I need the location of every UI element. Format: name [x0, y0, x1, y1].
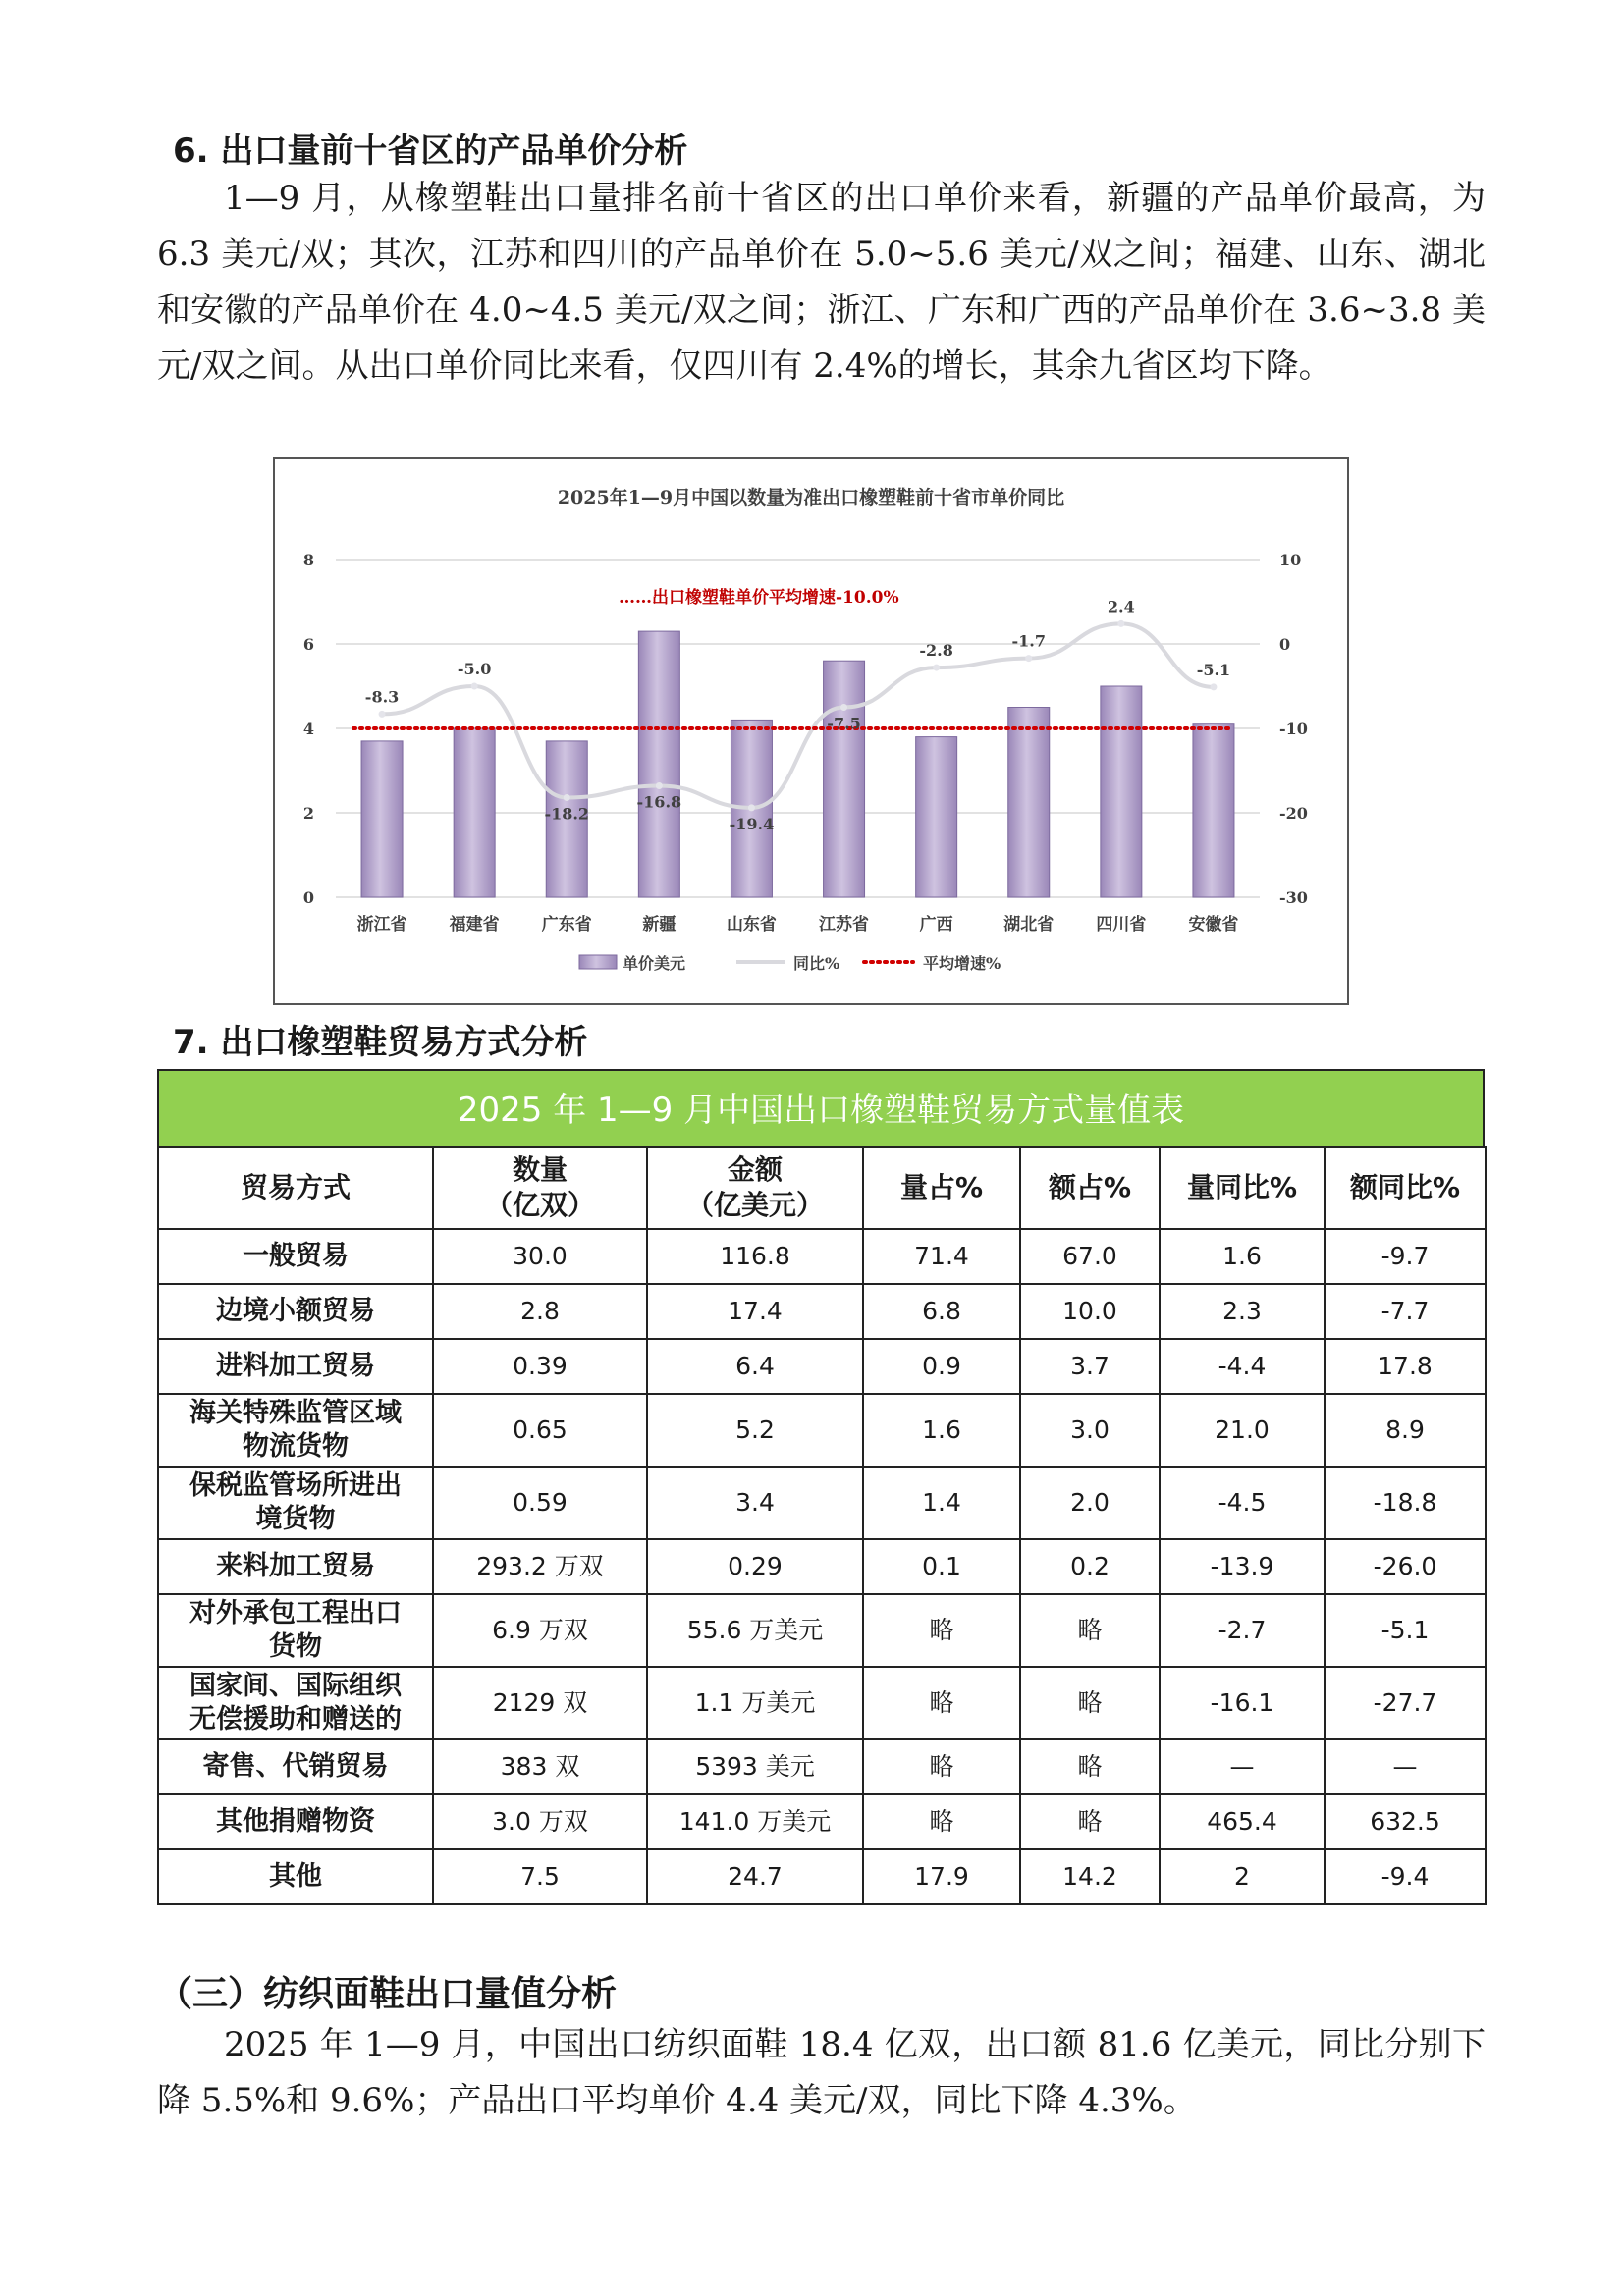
table-cell: 1.1 万美元 — [647, 1667, 863, 1739]
table-cell: 5393 美元 — [647, 1739, 863, 1794]
table-cell: 0.39 — [433, 1339, 647, 1394]
table-cell: 2 — [1160, 1849, 1325, 1904]
table-row — [158, 1539, 1486, 1594]
table-cell: 1.4 — [863, 1467, 1020, 1539]
table-cell: 3.4 — [647, 1467, 863, 1539]
table-cell: 3.0 — [1020, 1394, 1160, 1467]
table-cell: 略 — [1020, 1794, 1160, 1849]
trade-method-cell: 国家间、国际组织 无偿援助和赠送的 — [158, 1667, 433, 1739]
table-title: 2025 年 1—9 月中国出口橡塑鞋贸易方式量值表 — [157, 1069, 1485, 1148]
table-cell: 略 — [863, 1667, 1020, 1739]
bar-series — [361, 631, 1234, 897]
yoy-point — [1025, 655, 1032, 662]
right-axis-tick-label: -30 — [1279, 888, 1308, 907]
table-cell: 1.6 — [1160, 1229, 1325, 1284]
category-label: 山东省 — [726, 915, 777, 934]
right-axis-tick-label: 10 — [1279, 551, 1302, 569]
chart-canvas — [275, 459, 1347, 1003]
right-axis-tick-label: -10 — [1279, 720, 1308, 738]
table-cell: 116.8 — [647, 1229, 863, 1284]
table-row — [158, 1794, 1486, 1849]
table-cell: 465.4 — [1160, 1794, 1325, 1849]
left-axis-tick-label: 2 — [302, 804, 314, 823]
table-cell: — — [1160, 1739, 1325, 1794]
yoy-data-label: -5.0 — [457, 660, 492, 678]
category-label: 新疆 — [642, 915, 677, 934]
table-row — [158, 1284, 1486, 1339]
category-label: 浙江省 — [356, 915, 407, 934]
table-cell: 6.4 — [647, 1339, 863, 1394]
bar — [638, 631, 679, 897]
yoy-point — [471, 683, 478, 690]
legend-swatch-bar — [579, 955, 617, 969]
table-header-cell: 额占% — [1020, 1147, 1160, 1229]
table-cell: 2.3 — [1160, 1284, 1325, 1339]
category-label: 江苏省 — [819, 915, 870, 934]
bar — [1008, 708, 1050, 898]
table-cell: -26.0 — [1325, 1539, 1486, 1594]
yoy-data-label: -16.8 — [636, 792, 682, 812]
yoy-data-label: -2.8 — [919, 641, 953, 661]
yoy-line — [382, 623, 1214, 807]
table-cell: 2.8 — [433, 1284, 647, 1339]
table-cell: 0.29 — [647, 1539, 863, 1594]
bar — [1193, 724, 1234, 897]
table-header-cell: 金额 （亿美元） — [647, 1147, 863, 1229]
trade-method-cell: 海关特殊监管区域 物流货物 — [158, 1394, 433, 1467]
section-heading: 7. 出口橡塑鞋贸易方式分析 — [173, 1023, 588, 1062]
category-label: 福建省 — [449, 915, 500, 934]
table-row — [158, 1849, 1486, 1904]
paragraph: 2025 年 1—9 月，中国出口纺织面鞋 18.4 亿双，出口额 81.6 亿美元，同比分别下降 5.5%和 9.6%；产品出口平均单价 4.4 美元/双，同比下降 4.3%。 — [157, 2025, 1486, 2120]
yoy-point — [1210, 683, 1217, 690]
table-cell: 7.5 — [433, 1849, 647, 1904]
table-cell: 30.0 — [433, 1229, 647, 1284]
table-cell: 略 — [1020, 1594, 1160, 1667]
table-cell: 略 — [863, 1739, 1020, 1794]
table-cell: 383 双 — [433, 1739, 647, 1794]
table-cell: 6.9 万双 — [433, 1594, 647, 1667]
table-cell: 0.1 — [863, 1539, 1020, 1594]
trade-method-cell: 对外承包工程出口 货物 — [158, 1594, 433, 1667]
yoy-data-label: -7.5 — [827, 714, 861, 733]
category-label: 安徽省 — [1188, 915, 1239, 934]
table-row — [158, 1739, 1486, 1794]
category-label: 广西 — [919, 915, 953, 934]
category-label: 湖北省 — [1003, 915, 1055, 934]
table-cell: 0.9 — [863, 1339, 1020, 1394]
table-cell: 5.2 — [647, 1394, 863, 1467]
table-cell: 0.59 — [433, 1467, 647, 1539]
yoy-point — [933, 665, 940, 671]
bar — [361, 741, 403, 897]
table-cell: 1.6 — [863, 1394, 1020, 1467]
yoy-data-label: -18.2 — [544, 804, 590, 824]
table-row — [158, 1467, 1486, 1539]
table-cell: 14.2 — [1020, 1849, 1160, 1904]
bar — [454, 728, 495, 897]
yoy-point — [748, 804, 755, 811]
table-row — [158, 1394, 1486, 1467]
left-axis-tick-label: 0 — [302, 888, 314, 907]
table-cell: -5.1 — [1325, 1594, 1486, 1667]
table-cell: 0.2 — [1020, 1539, 1160, 1594]
table-cell: 10.0 — [1020, 1284, 1160, 1339]
table-cell: 2.0 — [1020, 1467, 1160, 1539]
table-header-cell: 量同比% — [1160, 1147, 1325, 1229]
table-cell: 2129 双 — [433, 1667, 647, 1739]
table-cell: 3.7 — [1020, 1339, 1160, 1394]
paragraph: 1—9 月，从橡塑鞋出口量排名前十省区的出口单价来看，新疆的产品单价最高，为 6.3 美元/双；其次，江苏和四川的产品单价在 5.0~5.6 美元/双之间；福建、山东、湖北和安徽的产品单价在 4.0~4.5 美元/双之间；浙江、广东和广西的产品单价在 3.6~3.8 美元/双之间。从出口单价同比来看，仅四川有 2.4%的增长，其余九省区均下降。 — [157, 179, 1486, 386]
bar — [916, 737, 957, 897]
left-axis-tick-label: 4 — [302, 720, 314, 738]
trade-method-cell: 进料加工贸易 — [158, 1339, 433, 1394]
chart-legend — [579, 954, 1001, 973]
left-axis-tick-label: 6 — [302, 635, 314, 654]
table-cell: 17.8 — [1325, 1339, 1486, 1394]
table-cell: 略 — [1020, 1667, 1160, 1739]
yoy-data-label: -5.1 — [1196, 660, 1231, 679]
legend-label: 同比% — [793, 954, 840, 973]
table-cell: 293.2 万双 — [433, 1539, 647, 1594]
trade-method-cell: 一般贸易 — [158, 1229, 433, 1284]
bar — [1101, 686, 1142, 897]
yoy-point — [379, 711, 386, 718]
yoy-point — [840, 704, 847, 711]
category-label: 四川省 — [1096, 915, 1147, 934]
table-cell: -13.9 — [1160, 1539, 1325, 1594]
bar — [824, 661, 865, 897]
table-cell: 21.0 — [1160, 1394, 1325, 1467]
table-cell: 17.9 — [863, 1849, 1020, 1904]
table-cell: 17.4 — [647, 1284, 863, 1339]
trade-table — [157, 1146, 1487, 1905]
category-label: 广东省 — [541, 915, 592, 934]
table-row — [158, 1339, 1486, 1394]
table-row — [158, 1594, 1486, 1667]
yoy-data-label: -1.7 — [1011, 631, 1046, 651]
table-cell: -9.4 — [1325, 1849, 1486, 1904]
table-header-row — [158, 1147, 1486, 1229]
table-header-cell: 额同比% — [1325, 1147, 1486, 1229]
combo-chart — [273, 457, 1349, 1005]
table-cell: 8.9 — [1325, 1394, 1486, 1467]
table-cell: — — [1325, 1739, 1486, 1794]
trade-method-cell: 保税监管场所进出 境货物 — [158, 1467, 433, 1539]
table-cell: 略 — [863, 1594, 1020, 1667]
right-axis-tick-label: -20 — [1279, 804, 1308, 823]
table-cell: 略 — [1020, 1739, 1160, 1794]
table-header-cell: 数量 （亿双） — [433, 1147, 647, 1229]
table-cell: 141.0 万美元 — [647, 1794, 863, 1849]
yoy-point — [1117, 620, 1124, 627]
table-cell: 67.0 — [1020, 1229, 1160, 1284]
table-header-cell: 贸易方式 — [158, 1147, 433, 1229]
yoy-data-label: 2.4 — [1107, 597, 1135, 616]
table-cell: -18.8 — [1325, 1467, 1486, 1539]
yoy-data-label: -8.3 — [364, 687, 400, 707]
table-cell: -4.5 — [1160, 1467, 1325, 1539]
legend-label: 平均增速% — [923, 954, 1001, 973]
trade-method-cell: 边境小额贸易 — [158, 1284, 433, 1339]
left-axis-tick-label: 8 — [302, 551, 314, 569]
legend-label: 单价美元 — [623, 954, 686, 973]
average-annotation: ……出口橡塑鞋单价平均增速-10.0% — [619, 588, 899, 608]
yoy-point — [564, 794, 570, 801]
table-cell: -4.4 — [1160, 1339, 1325, 1394]
table-cell: 24.7 — [647, 1849, 863, 1904]
table-cell: -27.7 — [1325, 1667, 1486, 1739]
table-cell: 6.8 — [863, 1284, 1020, 1339]
table-cell: 632.5 — [1325, 1794, 1486, 1849]
trade-method-cell: 来料加工贸易 — [158, 1539, 433, 1594]
table-header-cell: 量占% — [863, 1147, 1020, 1229]
table-cell: 55.6 万美元 — [647, 1594, 863, 1667]
table-cell: 71.4 — [863, 1229, 1020, 1284]
trade-method-cell: 寄售、代销贸易 — [158, 1739, 433, 1794]
table-cell: 3.0 万双 — [433, 1794, 647, 1849]
right-axis-tick-label: 0 — [1279, 635, 1291, 654]
table-cell: -2.7 — [1160, 1594, 1325, 1667]
yoy-data-label: -19.4 — [729, 814, 775, 833]
table-cell: -9.7 — [1325, 1229, 1486, 1284]
section-heading: 6. 出口量前十省区的产品单价分析 — [173, 132, 688, 171]
section-heading: （三）纺织面鞋出口量值分析 — [157, 1974, 618, 2014]
table-cell: 略 — [863, 1794, 1020, 1849]
table-row — [158, 1229, 1486, 1284]
table-cell: 0.65 — [433, 1394, 647, 1467]
chart-title: 2025年1—9月中国以数量为准出口橡塑鞋前十省市单价同比 — [557, 487, 1065, 508]
table-cell: -7.7 — [1325, 1284, 1486, 1339]
table-row — [158, 1667, 1486, 1739]
trade-method-cell: 其他捐赠物资 — [158, 1794, 433, 1849]
table-cell: -16.1 — [1160, 1667, 1325, 1739]
trade-method-cell: 其他 — [158, 1849, 433, 1904]
yoy-point — [656, 782, 663, 789]
